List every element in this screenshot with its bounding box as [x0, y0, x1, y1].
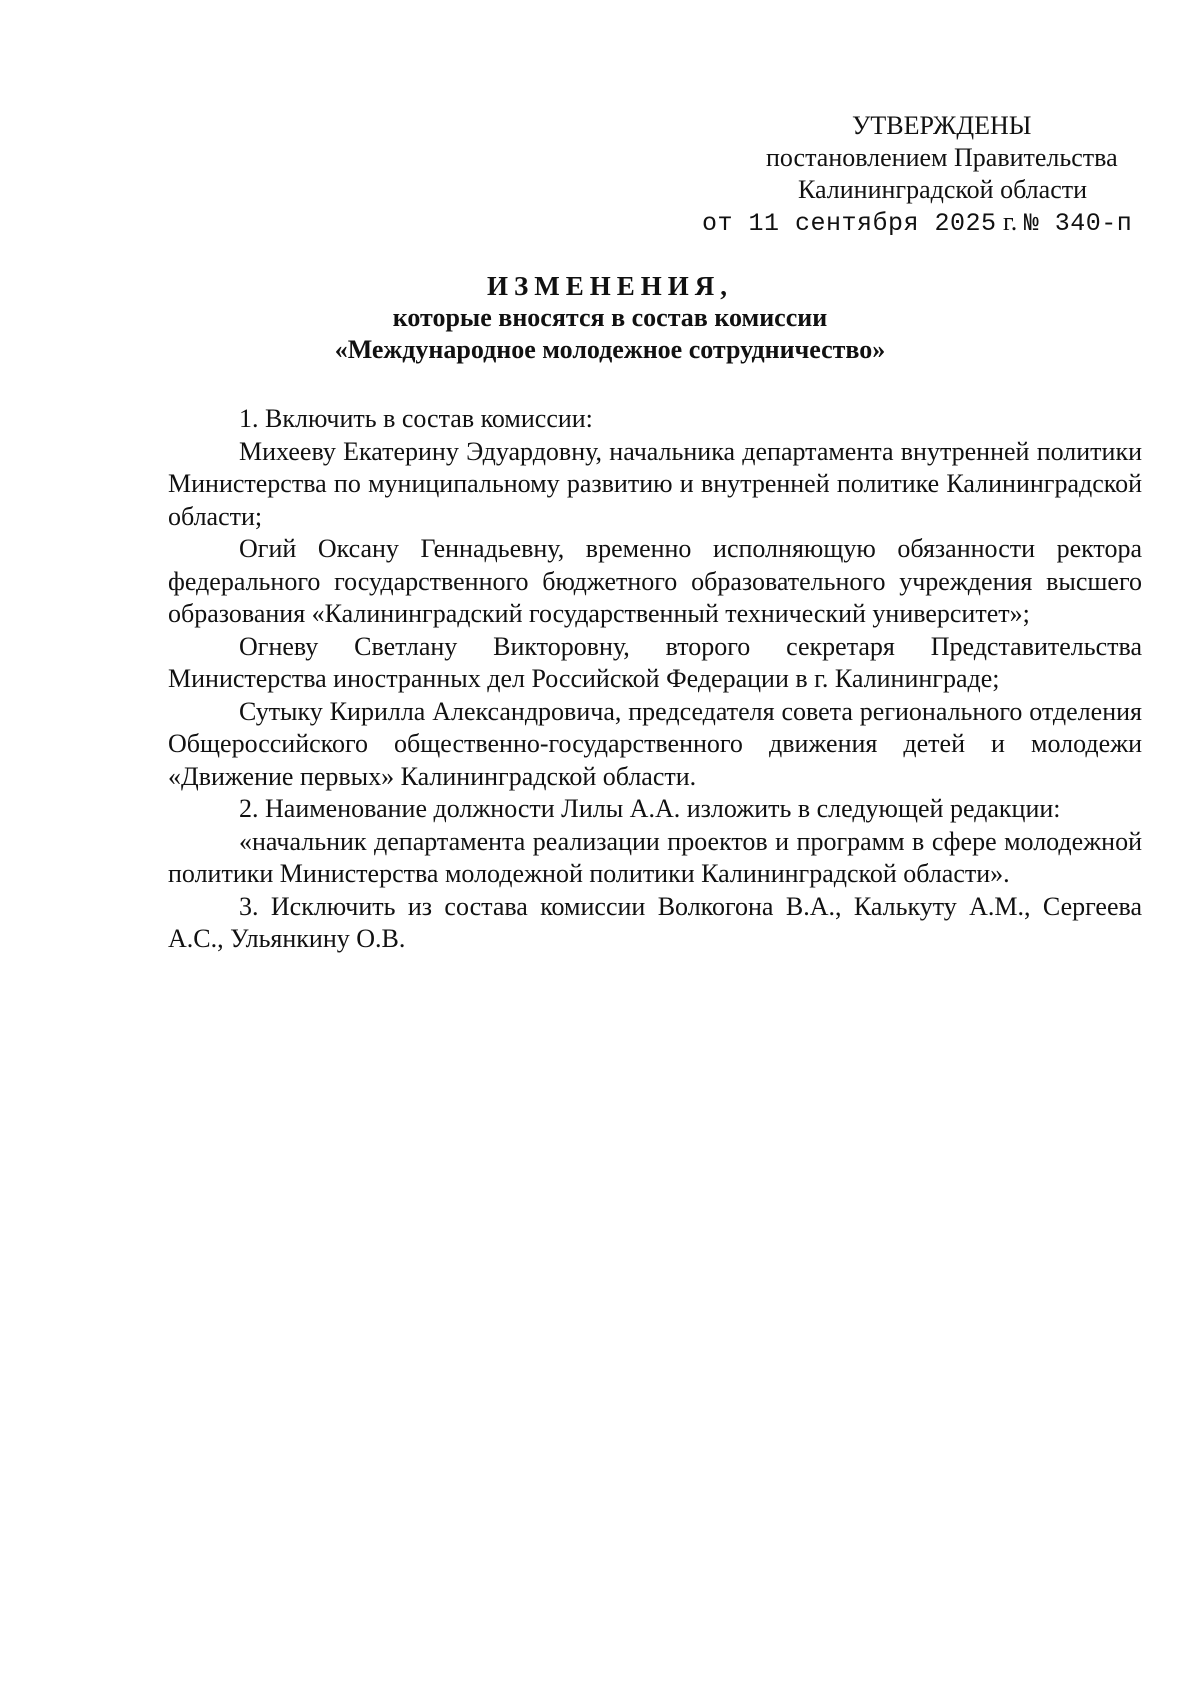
document-title-block	[160, 270, 1060, 366]
approval-block	[690, 110, 1150, 240]
document-subtitle-line-1: которые вносятся в состав комиссии	[392, 303, 828, 332]
approval-number: 340-п	[1054, 209, 1133, 238]
document-body	[168, 403, 1142, 956]
approval-region-line: Калининградской области	[798, 175, 1088, 204]
paragraph-member-ogiy: Огий Оксану Геннадьевну, временно исполняющую обязанности ректора федерального государственного бюджетного образовательного учреждения высшего образования «Калининградский государственный технический университет»;	[168, 534, 1142, 628]
paragraph-position-wording: «начальник департамента реализации проектов и программ в сфере молодежной политики Министерства молодежной политики Калининградской области».	[168, 826, 1142, 888]
approval-number-sign: №	[1023, 209, 1055, 238]
document-title: ИЗМЕНЕНИЯ,	[486, 271, 733, 301]
approval-year-suffix: г.	[996, 207, 1024, 236]
document-subtitle-line-2: «Международное молодежное сотрудничество»	[334, 335, 886, 364]
approval-heading: УТВЕРЖДЕНЫ	[852, 111, 1032, 140]
approval-by-line: постановлением Правительства	[766, 143, 1118, 172]
paragraph-member-sutyka: Сутыку Кирилла Александровича, председателя совета регионального отделения Общероссийского общественно-государственного движения детей и молодежи «Движение первых» Калининградской области.	[168, 696, 1142, 791]
paragraph-item-2: 2. Наименование должности Лилы А.А. изложить в следующей редакции:	[239, 794, 1061, 823]
paragraph-item-3: 3. Исключить из состава комиссии Волкогона В.А., Калькуту А.М., Сергеева А.С., Ульянкину О.В.	[168, 891, 1142, 953]
paragraph-item-1: 1. Включить в состав комиссии:	[239, 404, 593, 433]
approval-date-line	[690, 206, 1150, 240]
paragraph-member-ogneva: Огневу Светлану Викторовну, второго секретаря Представительства Министерства иностранных дел Российской Федерации в г. Калининграде;	[168, 631, 1142, 693]
paragraph-member-mikheeva: Михееву Екатерину Эдуардовну, начальника департамента внутренней политики Министерства по муниципальному развитию и внутренней политике Калининградской области;	[168, 436, 1142, 531]
approval-date: от 11 сентября 2025	[702, 209, 997, 238]
